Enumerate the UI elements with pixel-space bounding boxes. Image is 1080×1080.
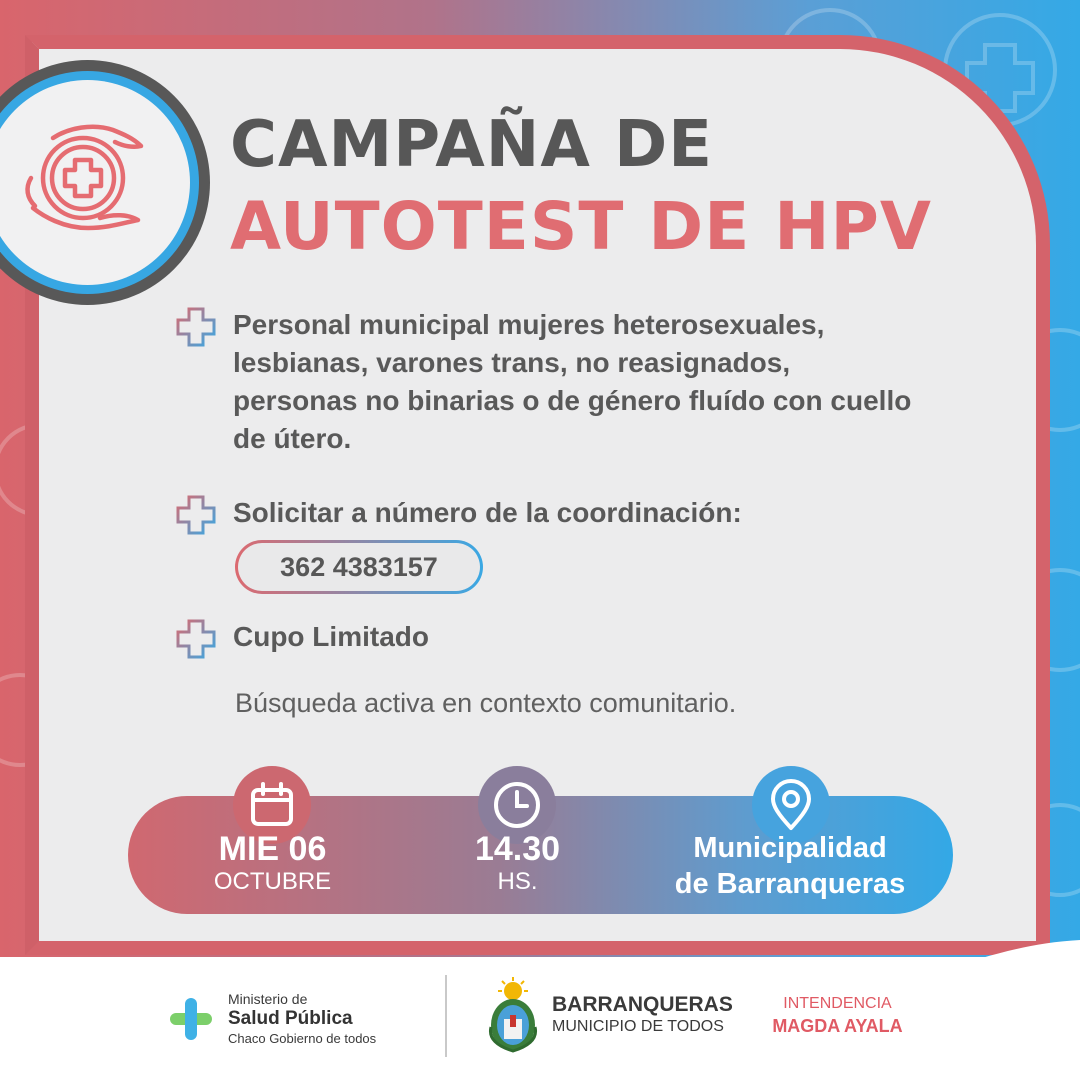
- event-time: [440, 830, 595, 896]
- bullet-request-text: Solicitar a número de la coordinación:: [233, 497, 742, 528]
- bullet-limited-text: Cupo Limitado: [233, 621, 429, 652]
- clock-icon: [491, 779, 543, 831]
- event-date-day: MIE 06: [218, 830, 327, 868]
- bullet-limited: [175, 618, 429, 660]
- event-time-value: 14.30: [474, 830, 561, 868]
- medical-hands-icon: [13, 108, 163, 258]
- event-date: [185, 830, 360, 896]
- footer-wave: [880, 940, 1080, 980]
- event-place: [655, 830, 925, 902]
- event-place-line1: Municipalidad: [693, 832, 887, 864]
- campaign-title-line2: AUTOTEST DE HPV: [230, 188, 932, 265]
- event-time-unit: HS.: [497, 868, 538, 895]
- bullet-audience: [175, 306, 913, 458]
- plus-bullet-icon: [175, 618, 217, 660]
- bullet-request: [175, 494, 742, 536]
- ministry-line2: Salud Pública: [228, 1008, 353, 1029]
- ministry-line3: Chaco Gobierno de todos: [228, 1031, 377, 1046]
- event-place-line2: de Barranqueras: [674, 868, 906, 900]
- plus-bullet-icon: [175, 494, 217, 536]
- municipality-name: BARRANQUERAS: [552, 993, 733, 1016]
- phone-number: 362 4383157: [238, 543, 480, 591]
- location-pin-icon: [766, 778, 816, 832]
- event-date-month: OCTUBRE: [213, 868, 332, 895]
- ministry-logo: [168, 990, 376, 1048]
- ministry-line1: Ministerio de: [228, 991, 308, 1007]
- community-note: Búsqueda activa en contexto comunitario.: [235, 688, 737, 718]
- plus-bullet-icon: [175, 306, 217, 348]
- intendencia-label: INTENDENCIA: [783, 995, 892, 1012]
- municipal-shield-icon: [482, 977, 544, 1055]
- intendencia-block: [760, 993, 915, 1037]
- intendencia-name: MAGDA AYALA: [772, 1016, 903, 1036]
- campaign-title-line1: CAMPAÑA DE: [230, 108, 713, 182]
- municipality-slogan: MUNICIPIO DE TODOS: [552, 1018, 724, 1035]
- calendar-icon: [247, 780, 297, 830]
- phone-number-pill[interactable]: [235, 540, 483, 594]
- bullet-audience-text: Personal municipal mujeres heterosexuales, lesbianas, varones trans, no reasignados, personas no binarias o de género fluído con cuello de útero.: [233, 309, 912, 454]
- municipality-logo: [482, 977, 733, 1055]
- health-cross-icon: [168, 996, 214, 1042]
- footer-divider: [445, 975, 447, 1057]
